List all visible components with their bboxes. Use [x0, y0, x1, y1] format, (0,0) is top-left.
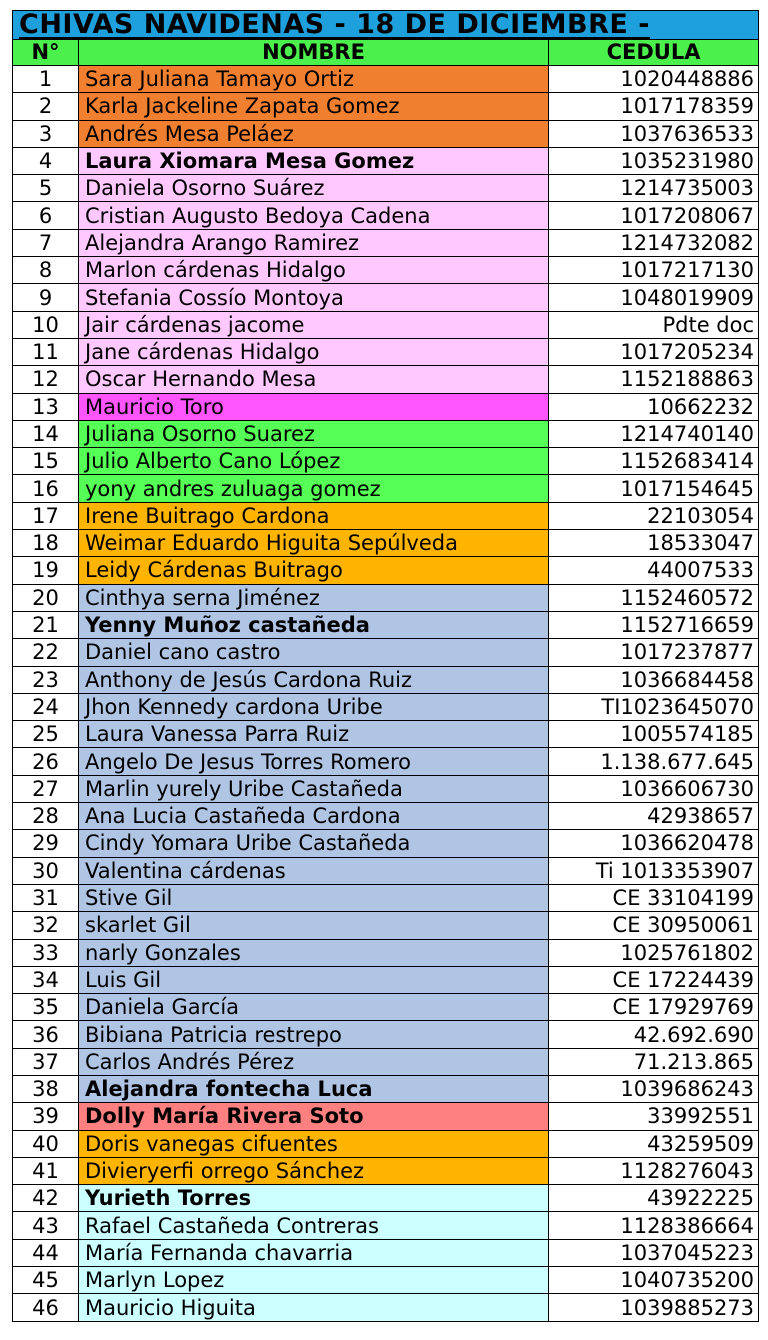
row-number: 19 [13, 557, 79, 584]
row-number: 36 [13, 1021, 79, 1048]
guest-name: Bibiana Patricia restrepo [79, 1021, 549, 1048]
guest-name: Daniela García [79, 994, 549, 1021]
guest-cedula: 1020448886 [549, 66, 759, 93]
guest-name: Karla Jackeline Zapata Gomez [79, 93, 549, 120]
guest-name: Yurieth Torres [79, 1185, 549, 1212]
table-row [13, 884, 759, 911]
guest-name: Juliana Osorno Suarez [79, 420, 549, 447]
guest-cedula: 42938657 [549, 803, 759, 830]
guest-cedula: 1128386664 [549, 1212, 759, 1239]
guest-cedula: 1017208067 [549, 202, 759, 229]
guest-name: Julio Alberto Cano López [79, 448, 549, 475]
row-number: 23 [13, 666, 79, 693]
table-row [13, 202, 759, 229]
row-number: 26 [13, 748, 79, 775]
row-number: 29 [13, 830, 79, 857]
table-row [13, 639, 759, 666]
guest-cedula: 1152683414 [549, 448, 759, 475]
guest-cedula: 1017154645 [549, 475, 759, 502]
row-number: 18 [13, 530, 79, 557]
guest-name: Cindy Yomara Uribe Castañeda [79, 830, 549, 857]
guest-name: yony andres zuluaga gomez [79, 475, 549, 502]
row-number: 27 [13, 775, 79, 802]
guest-cedula: 1040735200 [549, 1267, 759, 1294]
guest-name: Mauricio Toro [79, 393, 549, 420]
row-number: 6 [13, 202, 79, 229]
table-row [13, 147, 759, 174]
guest-cedula: CE 33104199 [549, 884, 759, 911]
guest-cedula: 18533047 [549, 530, 759, 557]
table-row [13, 257, 759, 284]
guest-cedula: 1128276043 [549, 1157, 759, 1184]
table-row [13, 66, 759, 93]
row-number: 21 [13, 611, 79, 638]
guest-name: Angelo De Jesus Torres Romero [79, 748, 549, 775]
guest-cedula: 1.138.677.645 [549, 748, 759, 775]
guest-cedula: 1017217130 [549, 257, 759, 284]
guest-cedula: CE 30950061 [549, 912, 759, 939]
row-number: 9 [13, 284, 79, 311]
table-row [13, 229, 759, 256]
guest-cedula: 1005574185 [549, 721, 759, 748]
guest-name: Jair cárdenas jacome [79, 311, 549, 338]
guest-cedula: TI1023645070 [549, 693, 759, 720]
guest-cedula: 1036620478 [549, 830, 759, 857]
row-number: 37 [13, 1048, 79, 1075]
guest-cedula: 71.213.865 [549, 1048, 759, 1075]
row-number: 3 [13, 120, 79, 147]
guest-name: Jane cárdenas Hidalgo [79, 338, 549, 365]
guest-cedula: 1017178359 [549, 93, 759, 120]
row-number: 14 [13, 420, 79, 447]
row-number: 45 [13, 1267, 79, 1294]
guest-cedula: 1152188863 [549, 366, 759, 393]
guest-name: María Fernanda chavarria [79, 1239, 549, 1266]
guest-name: Cristian Augusto Bedoya Cadena [79, 202, 549, 229]
guest-name: Alejandra Arango Ramirez [79, 229, 549, 256]
table-row [13, 1212, 759, 1239]
table-row [13, 1157, 759, 1184]
page-title: CHIVAS NAVIDENAS - 18 DE DICIEMBRE - [13, 11, 759, 40]
guest-cedula: 1036684458 [549, 666, 759, 693]
row-number: 34 [13, 966, 79, 993]
table-row [13, 1075, 759, 1102]
header-num: N° [13, 40, 79, 66]
row-number: 12 [13, 366, 79, 393]
guest-cedula: 42.692.690 [549, 1021, 759, 1048]
guest-cedula: 10662232 [549, 393, 759, 420]
table-row [13, 557, 759, 584]
row-number: 35 [13, 994, 79, 1021]
guest-table [12, 10, 759, 1322]
table-row [13, 1021, 759, 1048]
guest-name: Stefania Cossío Montoya [79, 284, 549, 311]
guest-cedula: 1152716659 [549, 611, 759, 638]
guest-name: Ana Lucia Castañeda Cardona [79, 803, 549, 830]
guest-name: Mauricio Higuita [79, 1294, 549, 1321]
table-row [13, 857, 759, 884]
guest-name: Leidy Cárdenas Buitrago [79, 557, 549, 584]
guest-name: Dolly María Rivera Soto [79, 1103, 549, 1130]
table-row [13, 1130, 759, 1157]
table-row [13, 393, 759, 420]
row-number: 41 [13, 1157, 79, 1184]
guest-name: Daniela Osorno Suárez [79, 175, 549, 202]
table-row [13, 1185, 759, 1212]
table-row [13, 611, 759, 638]
guest-name: Laura Xiomara Mesa Gomez [79, 147, 549, 174]
guest-name: Doris vanegas cifuentes [79, 1130, 549, 1157]
row-number: 44 [13, 1239, 79, 1266]
guest-cedula: 1152460572 [549, 584, 759, 611]
row-number: 31 [13, 884, 79, 911]
table-row [13, 1294, 759, 1321]
row-number: 20 [13, 584, 79, 611]
row-number: 4 [13, 147, 79, 174]
guest-name: Marlin yurely Uribe Castañeda [79, 775, 549, 802]
row-number: 8 [13, 257, 79, 284]
guest-cedula: 1017237877 [549, 639, 759, 666]
row-number: 16 [13, 475, 79, 502]
row-number: 38 [13, 1075, 79, 1102]
table-row [13, 775, 759, 802]
guest-cedula: 1039885273 [549, 1294, 759, 1321]
row-number: 7 [13, 229, 79, 256]
guest-name: Luis Gil [79, 966, 549, 993]
guest-cedula: 22103054 [549, 502, 759, 529]
guest-list-sheet [12, 10, 758, 1322]
guest-cedula: 43922225 [549, 1185, 759, 1212]
row-number: 13 [13, 393, 79, 420]
guest-name: Laura Vanessa Parra Ruiz [79, 721, 549, 748]
row-number: 46 [13, 1294, 79, 1321]
guest-name: Weimar Eduardo Higuita Sepúlveda [79, 530, 549, 557]
row-number: 24 [13, 693, 79, 720]
guest-cedula: 1025761802 [549, 939, 759, 966]
table-row [13, 175, 759, 202]
table-row [13, 994, 759, 1021]
table-row [13, 1239, 759, 1266]
guest-name: narly Gonzales [79, 939, 549, 966]
header-name: NOMBRE [79, 40, 549, 66]
guest-name: Anthony de Jesús Cardona Ruiz [79, 666, 549, 693]
table-row [13, 1048, 759, 1075]
guest-cedula: 44007533 [549, 557, 759, 584]
guest-name: Carlos Andrés Pérez [79, 1048, 549, 1075]
header-row [13, 40, 759, 66]
guest-cedula: 1214732082 [549, 229, 759, 256]
table-row [13, 366, 759, 393]
guest-name: Andrés Mesa Peláez [79, 120, 549, 147]
guest-cedula: 1048019909 [549, 284, 759, 311]
header-cedula: CEDULA [549, 40, 759, 66]
guest-cedula: CE 17224439 [549, 966, 759, 993]
guest-name: Sara Juliana Tamayo Ortiz [79, 66, 549, 93]
row-number: 39 [13, 1103, 79, 1130]
table-row [13, 939, 759, 966]
row-number: 33 [13, 939, 79, 966]
guest-cedula: Ti 1013353907 [549, 857, 759, 884]
row-number: 22 [13, 639, 79, 666]
guest-cedula: 1214735003 [549, 175, 759, 202]
guest-name: skarlet Gil [79, 912, 549, 939]
guest-cedula: 1035231980 [549, 147, 759, 174]
table-row [13, 912, 759, 939]
table-row [13, 830, 759, 857]
table-row [13, 693, 759, 720]
guest-cedula: CE 17929769 [549, 994, 759, 1021]
table-row [13, 748, 759, 775]
guest-name: Marlon cárdenas Hidalgo [79, 257, 549, 284]
table-row [13, 666, 759, 693]
guest-name: Daniel cano castro [79, 639, 549, 666]
guest-name: Rafael Castañeda Contreras [79, 1212, 549, 1239]
row-number: 40 [13, 1130, 79, 1157]
table-row [13, 120, 759, 147]
table-row [13, 1103, 759, 1130]
row-number: 32 [13, 912, 79, 939]
row-number: 10 [13, 311, 79, 338]
guest-name: Valentina cárdenas [79, 857, 549, 884]
row-number: 28 [13, 803, 79, 830]
guest-name: Cinthya serna Jiménez [79, 584, 549, 611]
guest-cedula: 43259509 [549, 1130, 759, 1157]
guest-cedula: 1037636533 [549, 120, 759, 147]
row-number: 43 [13, 1212, 79, 1239]
table-row [13, 93, 759, 120]
table-row [13, 584, 759, 611]
guest-cedula: Pdte doc [549, 311, 759, 338]
table-row [13, 502, 759, 529]
guest-cedula: 1036606730 [549, 775, 759, 802]
table-row [13, 284, 759, 311]
table-row [13, 721, 759, 748]
table-row [13, 966, 759, 993]
guest-cedula: 1039686243 [549, 1075, 759, 1102]
row-number: 15 [13, 448, 79, 475]
table-row [13, 475, 759, 502]
row-number: 25 [13, 721, 79, 748]
guest-cedula: 33992551 [549, 1103, 759, 1130]
row-number: 2 [13, 93, 79, 120]
row-number: 17 [13, 502, 79, 529]
row-number: 11 [13, 338, 79, 365]
title-row [13, 11, 759, 40]
row-number: 30 [13, 857, 79, 884]
guest-cedula: 1037045223 [549, 1239, 759, 1266]
guest-name: Jhon Kennedy cardona Uribe [79, 693, 549, 720]
row-number: 42 [13, 1185, 79, 1212]
table-row [13, 803, 759, 830]
guest-cedula: 1214740140 [549, 420, 759, 447]
guest-name: Alejandra fontecha Luca [79, 1075, 549, 1102]
guest-name: Oscar Hernando Mesa [79, 366, 549, 393]
guest-cedula: 1017205234 [549, 338, 759, 365]
guest-name: Divieryerfi orrego Sánchez [79, 1157, 549, 1184]
guest-name: Irene Buitrago Cardona [79, 502, 549, 529]
table-row [13, 1267, 759, 1294]
table-row [13, 420, 759, 447]
guest-name: Yenny Muñoz castañeda [79, 611, 549, 638]
row-number: 1 [13, 66, 79, 93]
table-row [13, 448, 759, 475]
table-row [13, 530, 759, 557]
guest-name: Marlyn Lopez [79, 1267, 549, 1294]
table-row [13, 338, 759, 365]
row-number: 5 [13, 175, 79, 202]
guest-name: Stive Gil [79, 884, 549, 911]
table-row [13, 311, 759, 338]
